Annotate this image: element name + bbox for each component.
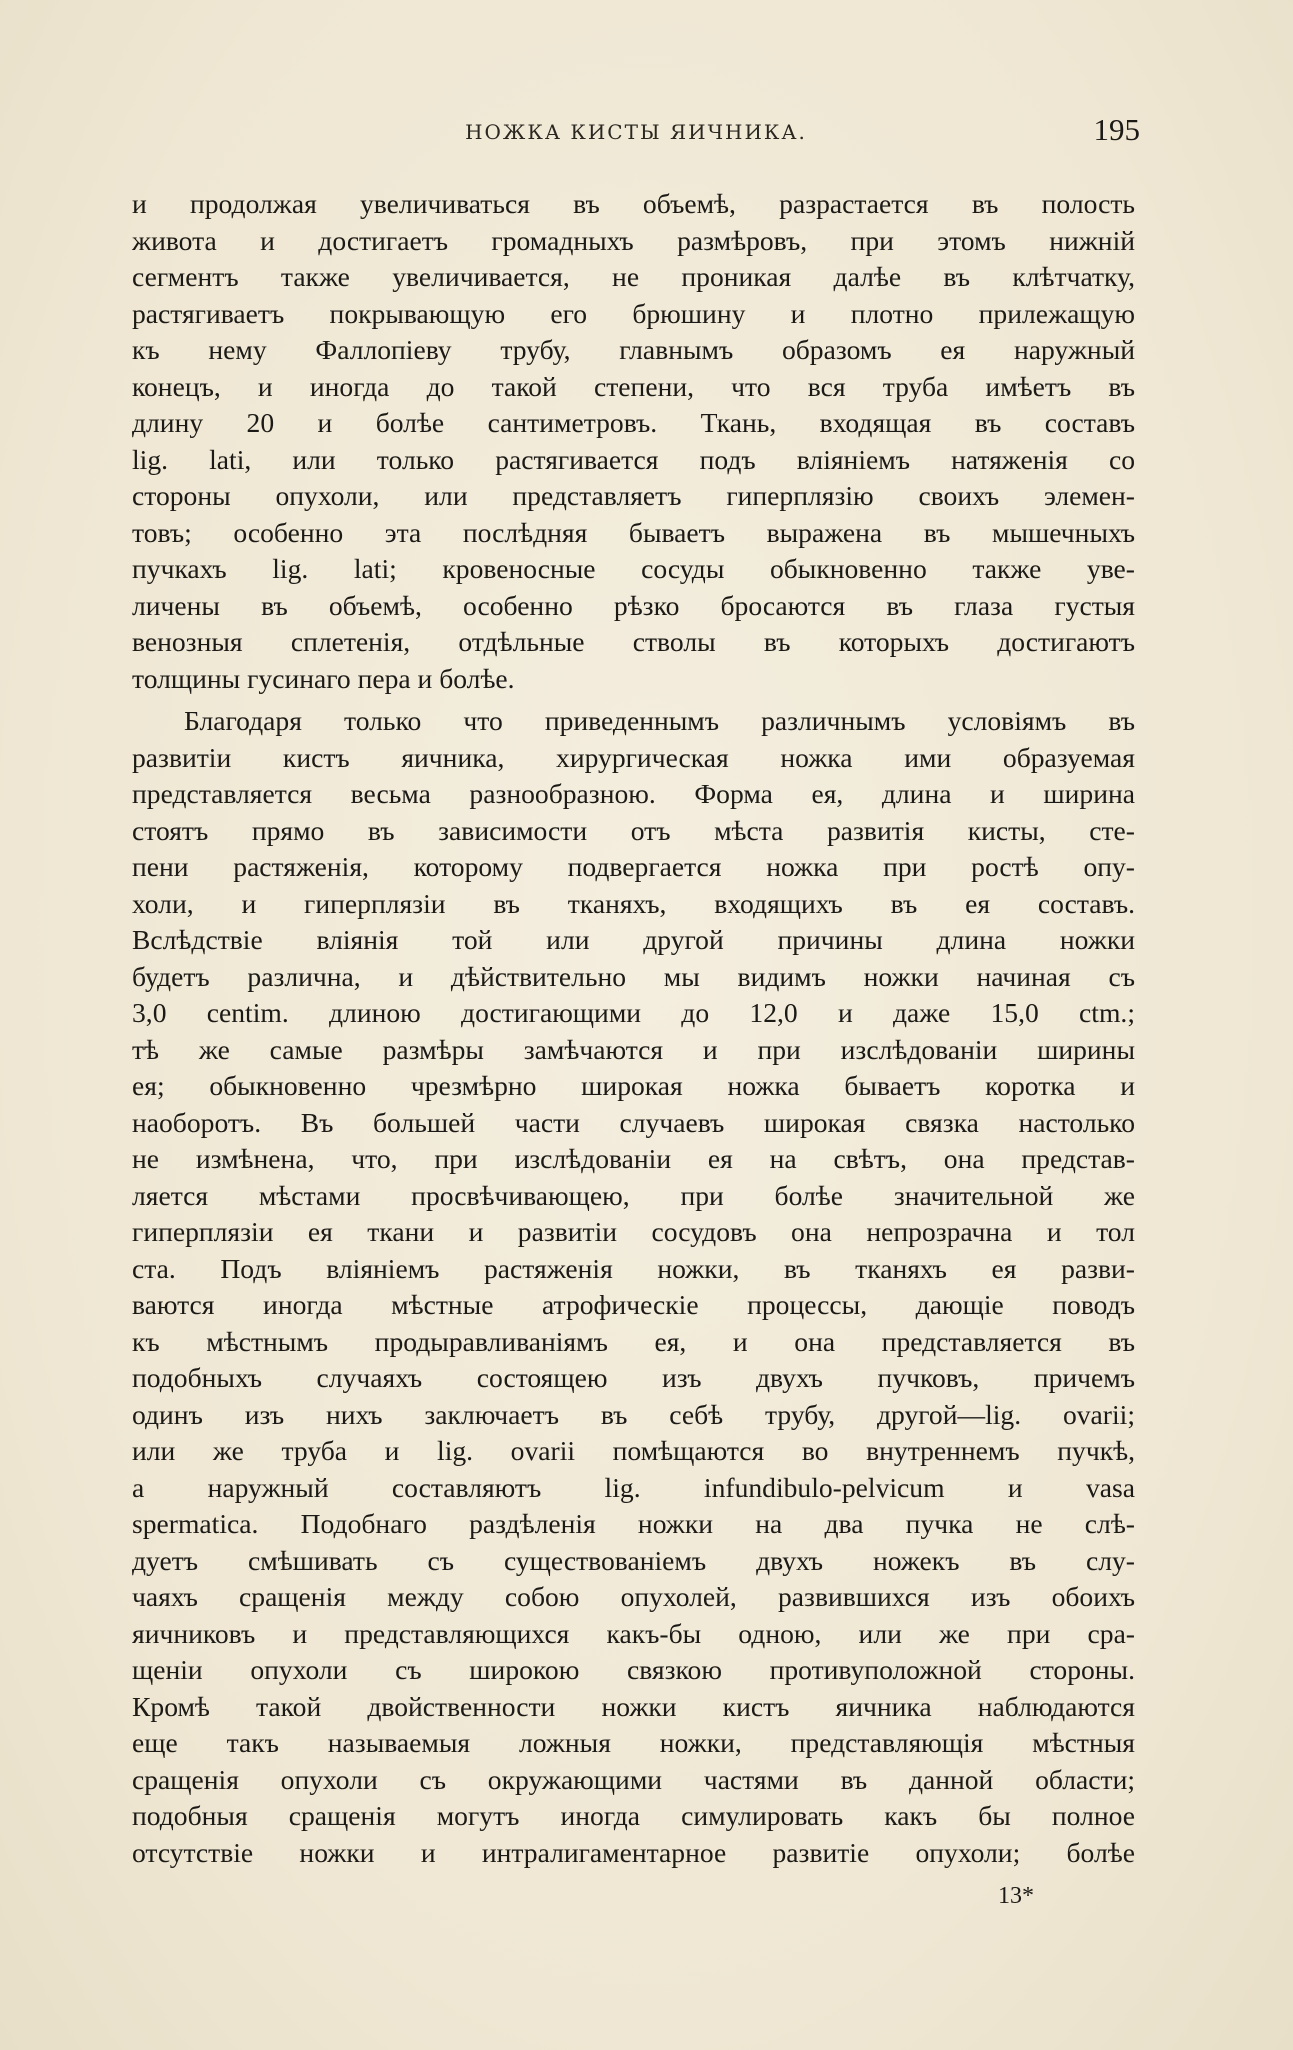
text-line: стороны опухоли, или представляетъ гиперплязiю своихъ элемен- (132, 480, 1135, 511)
text-line: развитiи кистъ яичника, хирургическая ножка ими образуемая (132, 741, 1135, 773)
text-line: представляется весьма разнообразною. Форма ея, длина и ширина (132, 778, 1135, 809)
signature-mark: 13* (998, 1883, 1034, 1909)
text-line: Кромѣ такой двойственности ножки кистъ яичника наблюдаются (132, 1690, 1135, 1722)
text-line: яичниковъ и представляющихся какъ-бы одною, или же при сра- (132, 1617, 1135, 1649)
text-line: и продолжая увеличиваться въ объемѣ, разрастается въ полость (132, 188, 1135, 219)
text-line: стоятъ прямо въ зависимости отъ мѣста развитiя кисты, сте- (132, 814, 1135, 846)
page-header (132, 112, 1140, 152)
text-line: товъ; особенно эта послѣдняя бываетъ выражена въ мышечныхъ (132, 516, 1135, 548)
paragraph-2 (132, 703, 1135, 1871)
body-text (132, 186, 1135, 1871)
text-line: тѣ же самые размѣры замѣчаются и при изслѣдованiи ширины (132, 1033, 1135, 1065)
text-line: толщины гусинаго пера и болѣе. (132, 662, 515, 694)
text-line: подобныя сращенiя могутъ иногда симулировать какъ бы полное (132, 1800, 1135, 1831)
text-line: чаяхъ сращенiя между собою опухолей, развившихся изъ обоихъ (132, 1581, 1135, 1612)
paragraph-1 (132, 186, 1135, 697)
text-line: будетъ различна, и дѣйствительно мы видимъ ножки начиная съ (132, 960, 1135, 992)
text-line: ваются иногда мѣстные атрофическiе процессы, дающiе поводъ (132, 1289, 1135, 1320)
text-line: spermatica. Подобнаго раздѣленiя ножки на два пучка не слѣ- (132, 1508, 1135, 1539)
text-line: Благодаря только что приведеннымъ различнымъ условiямъ въ (184, 705, 1135, 736)
text-line: Вслѣдствiе влiянiя той или другой причины длина ножки (132, 924, 1135, 955)
text-line: пучкахъ lig. lati; кровеносные сосуды обыкновенно также уве- (132, 553, 1135, 584)
text-line: наоборотъ. Въ большей части случаевъ широкая связка настолько (132, 1106, 1135, 1138)
text-line: 3,0 centim. длиною достигающими до 12,0 и даже 15,0 ctm.; (132, 997, 1135, 1028)
text-line: щенiи опухоли съ широкою связкою противуположной стороны. (132, 1654, 1135, 1685)
page-number: 195 (1093, 112, 1140, 147)
text-line: дуетъ смѣшивать съ существованiемъ двухъ ножекъ въ слу- (132, 1544, 1135, 1576)
text-line: длину 20 и болѣе сантиметровъ. Ткань, входящая въ составъ (132, 407, 1135, 438)
text-line: личены въ объемѣ, особенно рѣзко бросаются въ глаза густыя (132, 589, 1135, 621)
running-title: НОЖКА КИСТЫ ЯИЧНИКА. (465, 120, 807, 144)
text-line: живота и достигаетъ громадныхъ размѣровъ, при этомъ нижнiй (132, 224, 1135, 256)
text-line: не измѣнена, что, при изслѣдованiи ея на свѣтъ, она представ- (132, 1143, 1135, 1174)
text-line: сращенiя опухоли съ окружающими частями въ данной области; (132, 1763, 1135, 1795)
text-line: отсутствiе ножки и интралигаментарное развитiе опухоли; болѣе (132, 1836, 1135, 1868)
text-line: ста. Подъ влiянiемъ растяженiя ножки, въ тканяхъ ея разви- (132, 1252, 1135, 1284)
text-line: къ мѣстнымъ продыравливанiямъ ея, и она представляется въ (132, 1325, 1135, 1357)
text-line: одинъ изъ нихъ заключаетъ въ себѣ трубу, другой—lig. ovarii; (132, 1398, 1135, 1430)
text-line: растягиваетъ покрывающую его брюшину и плотно прилежащую (132, 297, 1135, 329)
text-line: а наружный составляютъ lig. infundibulo-pelvicum и vasa (132, 1471, 1135, 1503)
text-line: конецъ, и иногда до такой степени, что вся труба имѣетъ въ (132, 370, 1135, 402)
text-line: ея; обыкновенно чрезмѣрно широкая ножка бываетъ коротка и (132, 1070, 1135, 1101)
text-line: lig. lati, или только растягивается подъ влiянiемъ натяженiя со (132, 443, 1135, 475)
text-line: или же труба и lig. ovarii помѣщаются во внутреннемъ пучкѣ, (132, 1435, 1135, 1466)
text-line: гиперплязiи ея ткани и развитiи сосудовъ она непрозрачна и тол (132, 1216, 1135, 1247)
text-line: венозныя сплетенiя, отдѣльные стволы въ которыхъ достигаютъ (132, 626, 1135, 657)
text-line: сегментъ также увеличивается, не проникая далѣе въ клѣтчатку, (132, 261, 1135, 292)
text-line: ляется мѣстами просвѣчивающею, при болѣе значительной же (132, 1179, 1135, 1211)
text-line: еще такъ называемыя ложныя ножки, представляющiя мѣстныя (132, 1727, 1135, 1758)
text-line: холи, и гиперплязiи въ тканяхъ, входящихъ въ ея составъ. (132, 887, 1135, 919)
text-line: подобныхъ случаяхъ состоящею изъ двухъ пучковъ, причемъ (132, 1362, 1135, 1393)
text-line: къ нему Фаллопiеву трубу, главнымъ образомъ ея наружный (132, 334, 1135, 365)
text-line: пени растяженiя, которому подвергается ножка при ростѣ опу- (132, 851, 1135, 882)
